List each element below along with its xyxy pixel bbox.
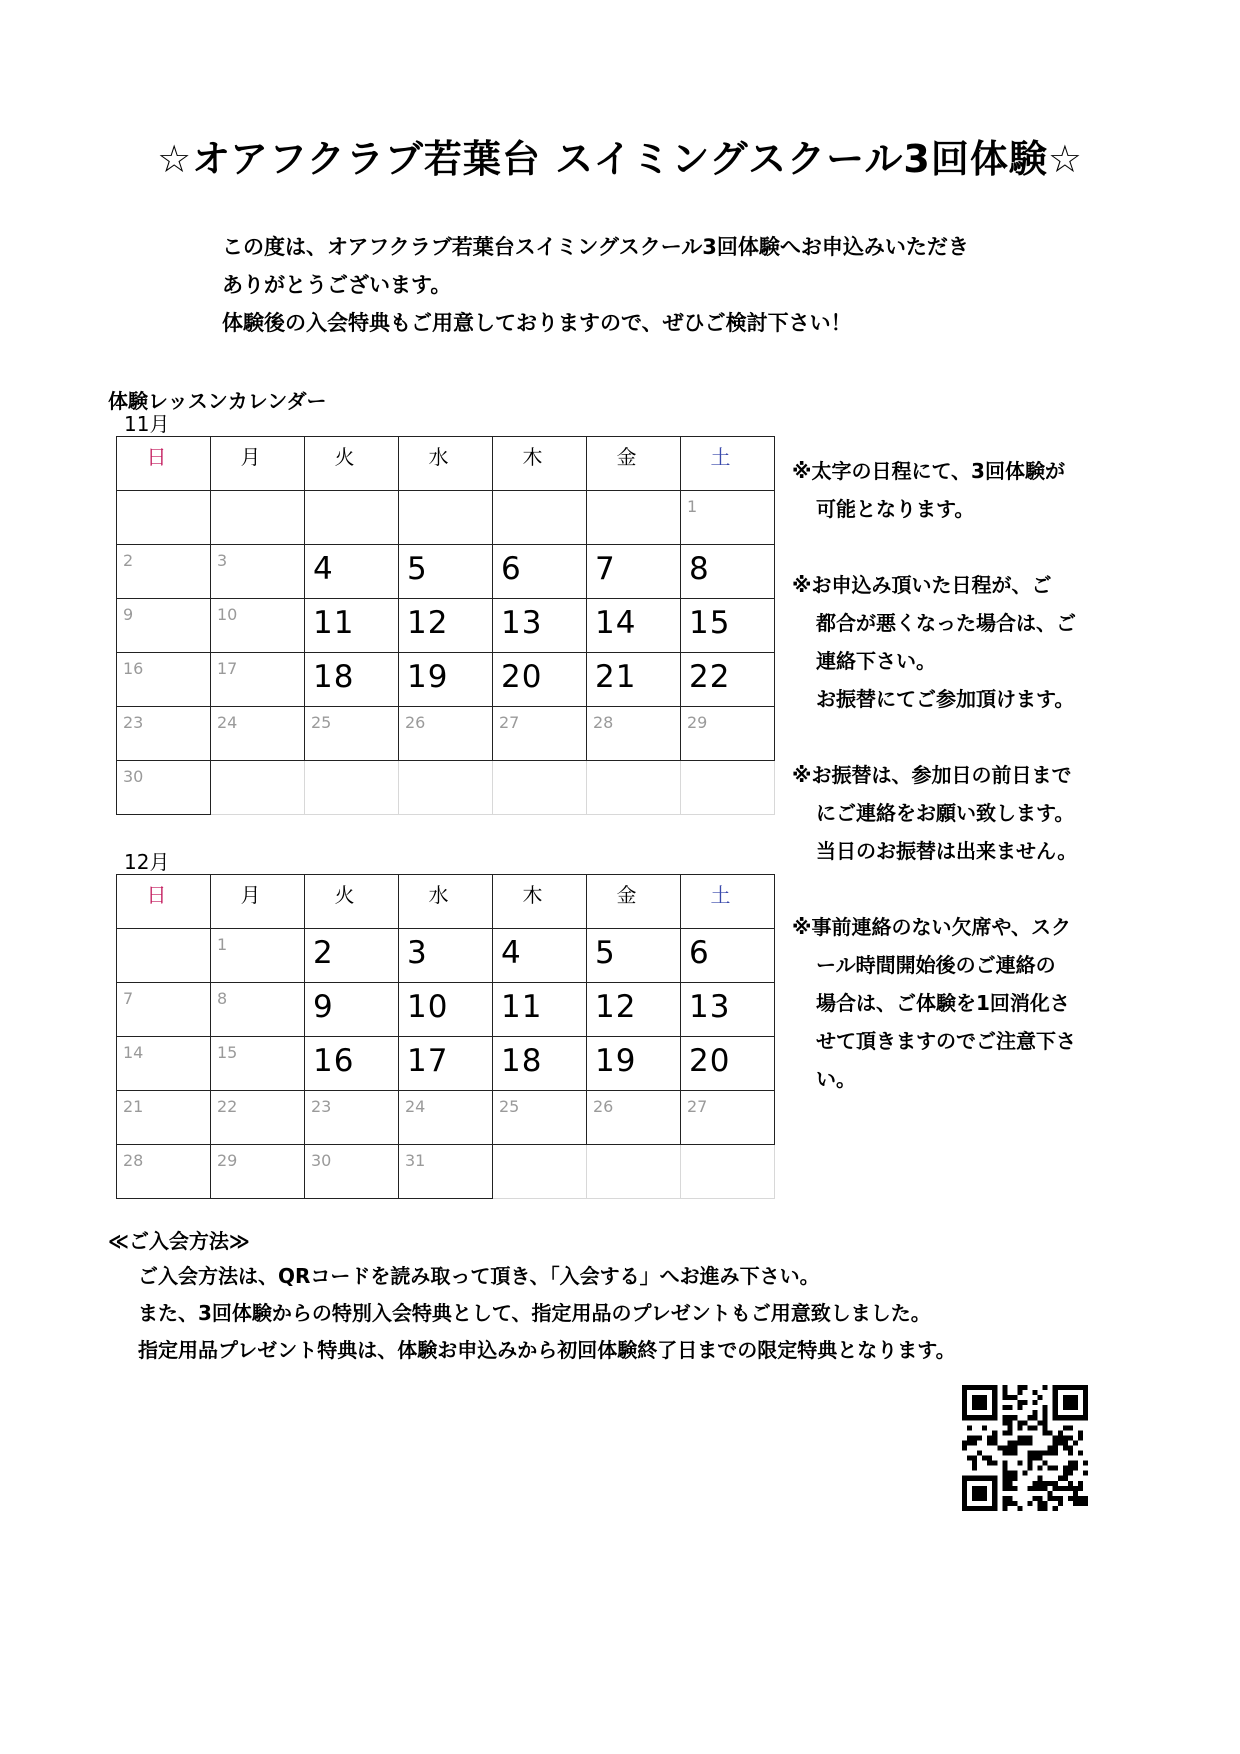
trial-day-cell xyxy=(681,983,775,1037)
weekday-header xyxy=(681,437,775,491)
day-number: 15 xyxy=(217,1043,238,1062)
trial-day-cell xyxy=(399,983,493,1037)
note-line: 場合は、ご体験を1回消化さ xyxy=(816,991,1070,1015)
trial-day-cell xyxy=(399,599,493,653)
trial-day-cell xyxy=(587,1037,681,1091)
day-number: 22 xyxy=(689,659,731,695)
day-number: 14 xyxy=(595,605,637,641)
day-cell xyxy=(211,1091,305,1145)
day-cell xyxy=(211,1145,305,1199)
day-number: 28 xyxy=(593,713,614,732)
note-line: 可能となります。 xyxy=(816,497,975,521)
notes-panel xyxy=(792,452,1102,1136)
weekday-label: 土 xyxy=(710,445,731,469)
note-line: せて頂きますのでご注意下さ xyxy=(816,1029,1076,1053)
day-number: 8 xyxy=(689,551,710,587)
weekday-label: 金 xyxy=(616,445,637,469)
day-number: 8 xyxy=(217,989,228,1008)
note-line: ※太字の日程にて、3回体験が xyxy=(792,459,1065,483)
note-line: にご連絡をお願い致します。 xyxy=(816,801,1075,825)
day-cell xyxy=(399,1091,493,1145)
trial-day-cell xyxy=(493,545,587,599)
trial-day-cell xyxy=(681,545,775,599)
trial-day-cell xyxy=(399,929,493,983)
day-cell xyxy=(117,1037,211,1091)
week-row xyxy=(117,761,775,815)
day-number: 29 xyxy=(217,1151,238,1170)
day-number: 19 xyxy=(595,1043,637,1079)
day-number: 7 xyxy=(595,551,616,587)
day-cell xyxy=(117,1145,211,1199)
note-line: ※お振替は、参加日の前日まで xyxy=(792,763,1072,787)
day-cell xyxy=(681,1091,775,1145)
trial-day-cell xyxy=(305,599,399,653)
day-number: 24 xyxy=(405,1097,426,1116)
day-number: 23 xyxy=(123,713,144,732)
join-line: また、3回体験からの特別入会特典として、指定用品のプレゼントもご用意致しました。 xyxy=(138,1301,931,1325)
day-number: 13 xyxy=(501,605,543,641)
trial-day-cell xyxy=(681,929,775,983)
empty-cell xyxy=(493,761,587,815)
week-row xyxy=(117,707,775,761)
day-number: 5 xyxy=(595,935,616,971)
day-number: 11 xyxy=(313,605,355,641)
intro-line: ありがとうございます。 xyxy=(222,273,452,297)
trial-day-cell xyxy=(681,653,775,707)
day-cell xyxy=(117,653,211,707)
day-cell xyxy=(493,1091,587,1145)
day-number: 25 xyxy=(311,713,332,732)
day-number: 4 xyxy=(313,551,334,587)
calendar-table xyxy=(116,436,775,815)
empty-cell xyxy=(493,1145,587,1199)
day-number: 16 xyxy=(313,1043,355,1079)
blank-cell xyxy=(117,491,211,545)
day-number: 11 xyxy=(501,989,543,1025)
empty-cell xyxy=(587,761,681,815)
day-cell xyxy=(117,707,211,761)
weekday-header-row xyxy=(117,437,775,491)
join-instructions xyxy=(138,1258,956,1369)
day-cell xyxy=(681,707,775,761)
weekday-label: 土 xyxy=(710,883,731,907)
join-heading: ≪ご入会方法≫ xyxy=(108,1229,250,1253)
day-number: 2 xyxy=(313,935,334,971)
day-cell xyxy=(399,707,493,761)
note-item xyxy=(792,566,1102,718)
note-line: ール時間開始後のご連絡の xyxy=(816,953,1056,977)
note-item xyxy=(792,452,1102,528)
day-number: 4 xyxy=(501,935,522,971)
empty-cell xyxy=(399,761,493,815)
note-line: ※お申込み頂いた日程が、ご xyxy=(792,573,1052,597)
day-cell xyxy=(211,707,305,761)
join-line: 指定用品プレゼント特典は、体験お申込みから初回体験終了日までの限定特典となります。 xyxy=(138,1338,956,1362)
trial-day-cell xyxy=(587,929,681,983)
note-line: お振替にてご参加頂けます。 xyxy=(816,687,1075,711)
day-number: 26 xyxy=(593,1097,614,1116)
day-number: 12 xyxy=(595,989,637,1025)
day-number: 28 xyxy=(123,1151,144,1170)
blank-cell xyxy=(117,929,211,983)
intro-line: 体験後の入会特典もご用意しておりますので、ぜひご検討下さい！ xyxy=(222,311,852,335)
day-number: 17 xyxy=(407,1043,449,1079)
page-title: ☆オアフクラブ若葉台 スイミングスクール3回体験☆ xyxy=(157,137,1083,181)
week-row xyxy=(117,545,775,599)
day-number: 25 xyxy=(499,1097,520,1116)
trial-day-cell xyxy=(399,1037,493,1091)
weekday-label: 水 xyxy=(428,883,449,907)
day-cell xyxy=(211,1037,305,1091)
day-cell xyxy=(211,983,305,1037)
trial-day-cell xyxy=(399,653,493,707)
day-number: 20 xyxy=(689,1043,731,1079)
day-cell xyxy=(117,761,211,815)
trial-day-cell xyxy=(305,1037,399,1091)
trial-day-cell xyxy=(493,653,587,707)
week-row xyxy=(117,1145,775,1199)
intro-text xyxy=(222,228,969,342)
day-number: 1 xyxy=(217,935,228,954)
trial-day-cell xyxy=(493,599,587,653)
trial-day-cell xyxy=(305,653,399,707)
trial-day-cell xyxy=(305,545,399,599)
day-number: 16 xyxy=(123,659,144,678)
day-number: 29 xyxy=(687,713,708,732)
day-number: 10 xyxy=(407,989,449,1025)
empty-cell xyxy=(305,761,399,815)
trial-day-cell xyxy=(493,983,587,1037)
day-cell xyxy=(587,707,681,761)
weekday-label: 月 xyxy=(240,445,261,469)
weekday-label: 月 xyxy=(240,883,261,907)
qr-code-icon[interactable] xyxy=(962,1385,1088,1511)
calendar-table xyxy=(116,874,775,1199)
day-cell xyxy=(117,545,211,599)
day-cell xyxy=(211,653,305,707)
weekday-label: 日 xyxy=(146,445,167,469)
day-cell xyxy=(681,491,775,545)
day-number: 5 xyxy=(407,551,428,587)
weekday-label: 火 xyxy=(334,445,355,469)
trial-day-cell xyxy=(305,929,399,983)
day-number: 9 xyxy=(123,605,134,624)
day-number: 27 xyxy=(687,1097,708,1116)
day-number: 9 xyxy=(313,989,334,1025)
day-number: 7 xyxy=(123,989,134,1008)
empty-cell xyxy=(587,1145,681,1199)
day-cell xyxy=(211,545,305,599)
day-cell xyxy=(305,1145,399,1199)
weekday-label: 木 xyxy=(522,883,543,907)
day-number: 30 xyxy=(123,767,144,786)
day-number: 20 xyxy=(501,659,543,695)
week-row xyxy=(117,1037,775,1091)
note-item xyxy=(792,908,1102,1098)
intro-line: この度は、オアフクラブ若葉台スイミングスクール3回体験へお申込みいただき xyxy=(222,235,969,259)
trial-day-cell xyxy=(587,545,681,599)
weekday-label: 金 xyxy=(616,883,637,907)
day-number: 19 xyxy=(407,659,449,695)
blank-cell xyxy=(587,491,681,545)
note-item xyxy=(792,756,1102,870)
day-cell xyxy=(211,929,305,983)
day-number: 27 xyxy=(499,713,520,732)
blank-cell xyxy=(399,491,493,545)
trial-day-cell xyxy=(587,983,681,1037)
join-line: ご入会方法は、QRコードを読み取って頂き、「入会する」へお進み下さい。 xyxy=(138,1264,820,1288)
day-number: 15 xyxy=(689,605,731,641)
note-line: 当日のお振替は出来ません。 xyxy=(816,839,1078,863)
day-number: 30 xyxy=(311,1151,332,1170)
note-line: 都合が悪くなった場合は、ご xyxy=(816,611,1076,635)
empty-cell xyxy=(681,1145,775,1199)
day-number: 26 xyxy=(405,713,426,732)
day-number: 21 xyxy=(595,659,637,695)
day-number: 6 xyxy=(501,551,522,587)
day-number: 14 xyxy=(123,1043,144,1062)
day-number: 1 xyxy=(687,497,698,516)
empty-cell xyxy=(681,761,775,815)
trial-day-cell xyxy=(587,653,681,707)
day-number: 18 xyxy=(313,659,355,695)
week-row xyxy=(117,491,775,545)
note-line: 連絡下さい。 xyxy=(816,649,936,673)
weekday-label: 火 xyxy=(334,883,355,907)
trial-day-cell xyxy=(493,1037,587,1091)
day-cell xyxy=(587,1091,681,1145)
weekday-label: 日 xyxy=(146,883,167,907)
calendar-heading: 体験レッスンカレンダー xyxy=(108,389,327,413)
month-label: 11月 xyxy=(124,412,170,436)
trial-day-cell xyxy=(305,983,399,1037)
day-cell xyxy=(305,1091,399,1145)
trial-day-cell xyxy=(493,929,587,983)
day-number: 2 xyxy=(123,551,134,570)
month-label: 12月 xyxy=(124,850,170,874)
week-row xyxy=(117,929,775,983)
trial-day-cell xyxy=(681,1037,775,1091)
blank-cell xyxy=(493,491,587,545)
trial-day-cell xyxy=(399,545,493,599)
trial-day-cell xyxy=(587,599,681,653)
trial-day-cell xyxy=(681,599,775,653)
day-cell xyxy=(117,983,211,1037)
day-number: 3 xyxy=(217,551,228,570)
day-cell xyxy=(117,599,211,653)
day-cell xyxy=(211,599,305,653)
day-number: 22 xyxy=(217,1097,238,1116)
day-cell xyxy=(117,1091,211,1145)
day-number: 21 xyxy=(123,1097,144,1116)
day-number: 12 xyxy=(407,605,449,641)
blank-cell xyxy=(211,491,305,545)
day-number: 24 xyxy=(217,713,238,732)
empty-cell xyxy=(211,761,305,815)
day-cell xyxy=(399,1145,493,1199)
day-number: 18 xyxy=(501,1043,543,1079)
weekday-header xyxy=(681,875,775,929)
note-line: い。 xyxy=(816,1067,856,1091)
day-number: 10 xyxy=(217,605,238,624)
day-number: 23 xyxy=(311,1097,332,1116)
day-number: 31 xyxy=(405,1151,426,1170)
day-number: 3 xyxy=(407,935,428,971)
weekday-label: 水 xyxy=(428,445,449,469)
day-number: 13 xyxy=(689,989,731,1025)
week-row xyxy=(117,983,775,1037)
day-number: 17 xyxy=(217,659,238,678)
weekday-label: 木 xyxy=(522,445,543,469)
weekday-header-row xyxy=(117,875,775,929)
day-cell xyxy=(493,707,587,761)
day-cell xyxy=(305,707,399,761)
day-number: 6 xyxy=(689,935,710,971)
week-row xyxy=(117,1091,775,1145)
blank-cell xyxy=(305,491,399,545)
week-row xyxy=(117,599,775,653)
note-line: ※事前連絡のない欠席や、スク xyxy=(792,915,1072,939)
week-row xyxy=(117,653,775,707)
